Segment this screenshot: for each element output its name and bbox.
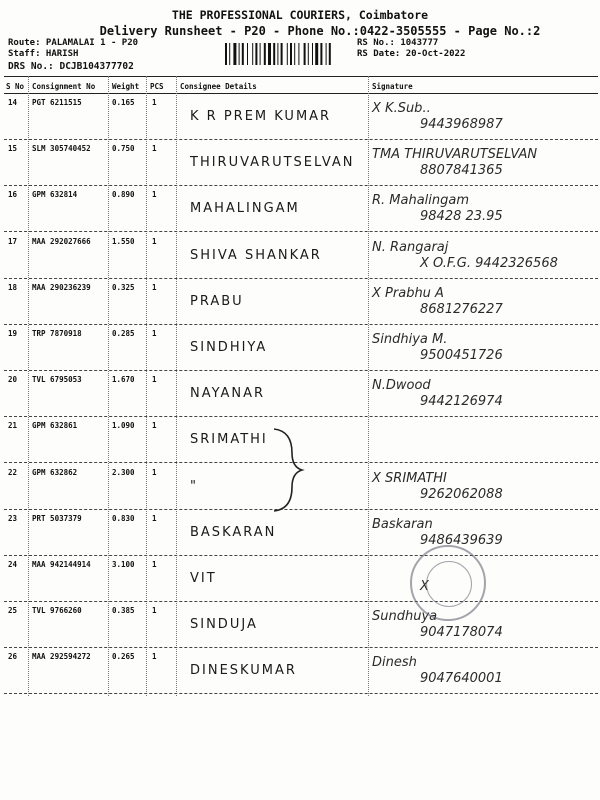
row-separator xyxy=(4,278,598,279)
row-consignment-no: SLM 305740452 xyxy=(32,144,91,154)
row-consignee: SINDHIYA xyxy=(190,340,268,355)
row-sno: 22 xyxy=(8,467,18,477)
row-consignment-no: TRP 7870918 xyxy=(32,329,82,338)
row-sno: 15 xyxy=(8,144,18,154)
col-pcs-header: PCS xyxy=(150,82,164,91)
row-pcs: 1 xyxy=(152,236,157,246)
row-phone: 98428 23.95 xyxy=(420,209,503,225)
row-signature: R. Mahalingam xyxy=(372,193,470,209)
drs-number: DRS No.: DCJB104377702 xyxy=(8,61,134,72)
row-sno: 24 xyxy=(8,560,18,569)
table-row xyxy=(0,649,600,695)
row-separator xyxy=(4,370,598,371)
row-weight: 0.385 xyxy=(112,606,135,616)
row-phone: 8681276227 xyxy=(420,301,503,317)
table-row xyxy=(0,141,600,187)
row-pcs: 1 xyxy=(152,282,157,292)
rs-date: RS Date: 20-Oct-2022 xyxy=(357,49,466,59)
row-pcs: 1 xyxy=(152,467,157,477)
table-row xyxy=(0,326,600,372)
row-signature: Baskaran xyxy=(372,516,433,532)
row-pcs: 1 xyxy=(152,560,157,569)
row-sno: 25 xyxy=(8,606,18,616)
row-phone: 8807841365 xyxy=(420,163,503,179)
row-pcs: 1 xyxy=(152,421,157,431)
row-weight: 1.090 xyxy=(112,421,135,431)
row-separator xyxy=(4,231,598,232)
row-consignment-no: TVL 9766260 xyxy=(32,606,82,616)
row-phone: X O.F.G. 9442326568 xyxy=(420,255,558,271)
route-label: Route: PALAMALAI 1 - P20 xyxy=(8,38,139,48)
row-separator xyxy=(4,693,598,694)
row-consignment-no: GPM 632814 xyxy=(32,190,78,200)
row-signature: Dinesh xyxy=(372,655,417,671)
row-sno: 19 xyxy=(8,329,18,338)
row-consignment-no: MAA 942144914 xyxy=(32,560,91,569)
row-consignee: VIT xyxy=(190,571,217,586)
row-separator xyxy=(4,139,598,140)
row-signature: X K.Sub.. xyxy=(372,101,431,116)
row-weight: 3.100 xyxy=(112,560,135,569)
row-consignee: SRIMATHI xyxy=(190,432,268,448)
row-consignee: PRABU xyxy=(190,293,244,309)
row-phone: 9443968987 xyxy=(420,117,503,132)
row-phone: X xyxy=(420,579,429,594)
row-consignee: NAYANAR xyxy=(190,386,266,402)
row-sno: 14 xyxy=(8,98,18,107)
row-pcs: 1 xyxy=(152,513,157,523)
row-separator xyxy=(4,555,598,556)
col-signature-header: Signature xyxy=(372,82,413,91)
row-pcs: 1 xyxy=(152,190,157,200)
row-pcs: 1 xyxy=(152,329,157,338)
row-signature: N.Dwood xyxy=(372,378,431,394)
row-weight: 2.300 xyxy=(112,467,135,477)
row-consignment-no: PGT 6211515 xyxy=(32,98,82,107)
table-row xyxy=(0,372,600,418)
row-phone: 9047178074 xyxy=(420,625,503,641)
row-weight: 1.550 xyxy=(112,236,135,246)
row-pcs: 1 xyxy=(152,606,157,616)
row-weight: 0.285 xyxy=(112,329,135,338)
row-weight: 0.890 xyxy=(112,190,135,200)
row-consignment-no: GPM 632861 xyxy=(32,421,78,431)
row-pcs: 1 xyxy=(152,652,157,662)
row-signature: Sindhiya M. xyxy=(372,332,448,347)
table-row xyxy=(0,557,600,603)
table-row xyxy=(0,187,600,233)
table-row xyxy=(0,511,600,557)
row-consignee: SINDUJA xyxy=(190,617,258,633)
row-consignee: THIRUVARUTSELVAN xyxy=(190,155,355,171)
rs-number: RS No.: 1043777 xyxy=(357,38,439,48)
row-consignment-no: MAA 290236239 xyxy=(32,282,91,292)
row-weight: 0.165 xyxy=(112,98,135,107)
row-sno: 17 xyxy=(8,236,18,246)
row-sno: 20 xyxy=(8,375,18,385)
row-consignee: K R PREM KUMAR xyxy=(190,109,332,124)
col-consignee-header: Consignee Details xyxy=(180,82,257,91)
row-consignment-no: GPM 632862 xyxy=(32,467,78,477)
row-consignee: BASKARAN xyxy=(190,524,277,540)
row-consignment-no: TVL 6795053 xyxy=(32,375,82,385)
row-consignee: " xyxy=(190,478,198,494)
row-phone: 9262062088 xyxy=(420,486,503,502)
row-pcs: 1 xyxy=(152,144,157,154)
row-weight: 0.265 xyxy=(112,652,135,662)
row-signature: X SRIMATHI xyxy=(372,470,447,486)
row-consignee: MAHALINGAM xyxy=(190,201,300,217)
row-consignment-no: PRT 5037379 xyxy=(32,513,82,523)
row-weight: 1.670 xyxy=(112,375,135,385)
row-sno: 16 xyxy=(8,190,18,200)
row-consignment-no: MAA 292027666 xyxy=(32,236,91,246)
company-title: THE PROFESSIONAL COURIERS, Coimbatore xyxy=(171,8,429,22)
runsheet-title: Delivery Runsheet - P20 - Phone No.:0422-3505555 - Page No.:2 xyxy=(99,24,541,38)
row-pcs: 1 xyxy=(152,98,157,107)
row-consignee: DINESKUMAR xyxy=(190,663,297,679)
row-separator xyxy=(4,185,598,186)
brace-mark xyxy=(270,425,306,515)
row-signature: X Prabhu A xyxy=(372,285,444,301)
row-signature: TMA THIRUVARUTSELVAN xyxy=(372,147,538,163)
barcode-image xyxy=(225,43,355,65)
row-phone: 9047640001 xyxy=(420,671,503,687)
table-row xyxy=(0,234,600,280)
table-row xyxy=(0,280,600,326)
col-weight-header: Weight xyxy=(112,82,140,91)
col-consignment-header: Consignment No xyxy=(32,82,96,91)
row-sno: 26 xyxy=(8,652,18,662)
company-seal-stamp xyxy=(410,545,486,621)
header-rule-top xyxy=(4,76,598,77)
table-row xyxy=(0,603,600,649)
row-separator xyxy=(4,324,598,325)
row-consignee: SHIVA SHANKAR xyxy=(190,247,322,263)
row-signature: Sundhuya xyxy=(372,609,438,625)
row-separator xyxy=(4,647,598,648)
row-weight: 0.830 xyxy=(112,513,135,523)
row-sno: 18 xyxy=(8,282,18,292)
col-sno-header: S No xyxy=(6,82,25,91)
row-signature: N. Rangaraj xyxy=(372,239,449,255)
row-phone: 9500451726 xyxy=(420,348,503,363)
row-separator xyxy=(4,416,598,417)
row-phone: 9442126974 xyxy=(420,394,503,410)
row-sno: 21 xyxy=(8,421,18,431)
row-separator xyxy=(4,601,598,602)
staff-label: Staff: HARISH xyxy=(8,49,79,59)
row-consignment-no: MAA 292594272 xyxy=(32,652,91,662)
row-weight: 0.325 xyxy=(112,282,135,292)
row-pcs: 1 xyxy=(152,375,157,385)
row-sno: 23 xyxy=(8,513,18,523)
table-row xyxy=(0,95,600,141)
row-phone: 9486439639 xyxy=(420,532,503,548)
row-weight: 0.750 xyxy=(112,144,135,154)
header-rule-bottom xyxy=(4,93,598,94)
